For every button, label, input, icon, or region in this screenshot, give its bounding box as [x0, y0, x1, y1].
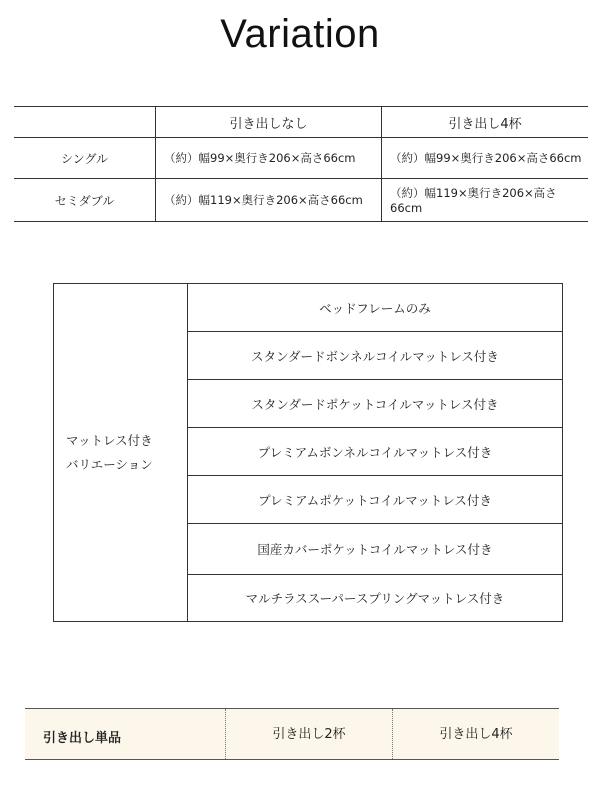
- size-value: （約）幅99×奥行き206×高さ66cm: [156, 138, 382, 179]
- drawer-unit-row: [25, 708, 559, 760]
- drawer-option-2: 引き出し2杯: [225, 709, 392, 759]
- label-line-1: マットレス付き: [66, 432, 153, 448]
- size-table-header: [14, 107, 588, 138]
- mattress-variation-label: [54, 284, 188, 621]
- list-item: プレミアムボンネルコイルマットレス付き: [188, 428, 562, 476]
- size-table-corner: [14, 107, 156, 138]
- list-item: スタンダードボンネルコイルマットレス付き: [188, 332, 562, 380]
- list-item: マルチラススーパースプリングマットレス付き: [245, 591, 505, 606]
- list-item: スタンダードポケットコイルマットレス付き: [188, 380, 562, 428]
- label-line-2: バリエーション: [66, 456, 153, 472]
- drawer-option-4: 引き出し4杯: [392, 709, 559, 759]
- size-value: （約）幅99×奥行き206×高さ66cm: [382, 138, 589, 179]
- table-row: [14, 179, 588, 222]
- drawer-unit-label: 引き出し単品: [43, 730, 122, 746]
- table-row: [14, 138, 588, 179]
- list-item: プレミアムポケットコイルマットレス付き: [188, 476, 562, 524]
- size-table: [14, 106, 588, 222]
- header-no-drawer: 引き出しなし: [156, 107, 382, 138]
- list-item: ベッドフレームのみ: [188, 284, 562, 332]
- mattress-variation-table: [53, 283, 563, 622]
- list-item: 国産カバーポケットコイルマットレス付き: [188, 524, 562, 575]
- row-label-semi-double: セミダブル: [14, 179, 156, 222]
- header-4-drawers: 引き出し4杯: [382, 107, 589, 138]
- row-label-single: シングル: [14, 138, 156, 179]
- size-value: （約）幅119×奥行き206×高さ66cm: [156, 179, 382, 222]
- mattress-option-list: [188, 284, 562, 621]
- size-value: （約）幅119×奥行き206×高さ66cm: [382, 179, 589, 222]
- page-title: Variation: [220, 12, 380, 56]
